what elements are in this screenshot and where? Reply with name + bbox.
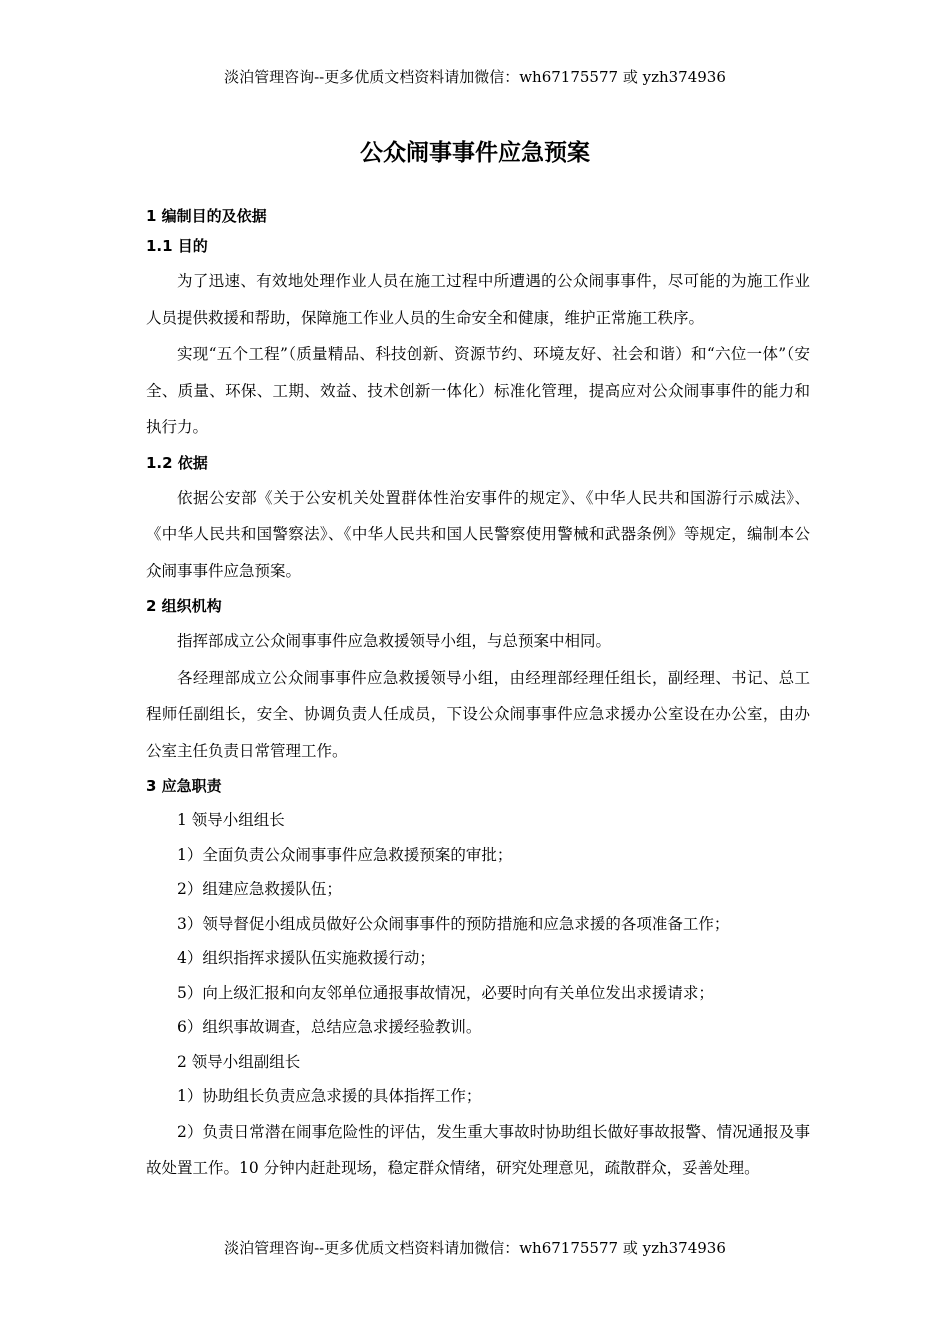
section-heading-1: 1 编制目的及依据 (146, 207, 267, 225)
leader-duty-item: 1）全面负责公众闹事事件应急救援预案的审批； (177, 845, 513, 864)
document-body (146, 199, 810, 1187)
paragraph-purpose-2: 实现“五个工程”（质量精品、科技创新、资源节约、环境友好、社会和谐）和“六位一体”（安全、质量、环保、工期、效益、技术创新一体化）标准化管理，提高应对公众闹事事件的能力和执行力。 (146, 345, 810, 436)
deputy-duty-item-long: 2）负责日常潜在闹事危险性的评估，发生重大事故时协助组长做好事故报警、情况通报及事故处置工作。10 分钟内赶赴现场，稳定群众情绪，研究处理意见，疏散群众，妥善处理。 (146, 1122, 810, 1177)
page-header: 淡泊管理咨询--更多优质文档资料请加微信：wh67175577 或 yzh374936 (224, 68, 726, 86)
page-footer: 淡泊管理咨询--更多优质文档资料请加微信：wh67175577 或 yzh374936 (224, 1239, 726, 1257)
leader-duty-item: 6）组织事故调查，总结应急求援经验教训。 (177, 1018, 482, 1036)
deputy-label: 2 领导小组副组长 (177, 1052, 301, 1071)
leader-duty-item: 3）领导督促小组成员做好公众闹事事件的预防措施和应急求援的各项准备工作； (177, 914, 730, 933)
leader-duty-item: 5）向上级汇报和向友邻单位通报事故情况，必要时向有关单位发出求援请求； (177, 983, 714, 1002)
section-heading-2: 2 组织机构 (146, 597, 222, 615)
document-title: 公众闹事事件应急预案 (360, 140, 590, 166)
section-heading-3: 3 应急职责 (146, 777, 222, 795)
paragraph-organization-2: 各经理部成立公众闹事事件应急救援领导小组，由经理部经理任组长，副经理、书记、总工程师任副组长，安全、协调负责人任成员，下设公众闹事事件应急求援办公室设在办公室，由办公室主任负责日常管理工作。 (146, 668, 810, 760)
paragraph-organization-1: 指挥部成立公众闹事事件应急救援领导小组，与总预案中相同。 (177, 632, 612, 650)
paragraph-purpose-1: 为了迅速、有效地处理作业人员在施工过程中所遭遇的公众闹事事件，尽可能的为施工作业人员提供救援和帮助，保障施工作业人员的生命安全和健康，维护正常施工秩序。 (146, 272, 810, 327)
leader-duty-item: 4）组织指挥求援队伍实施救援行动； (177, 949, 435, 967)
leader-duty-item: 2）组建应急救援队伍； (177, 880, 342, 898)
paragraph-basis: 依据公安部《关于公安机关处置群体性治安事件的规定》、《中华人民共和国游行示威法》、《中华人民共和国警察法》、《中华人民共和国人民警察使用警械和武器条例》等规定，编制本公众闹事事件应急预案。 (146, 488, 810, 580)
section-heading-1-2: 1.2 依据 (146, 453, 208, 472)
leader-label: 1 领导小组组长 (177, 811, 285, 829)
section-heading-1-1: 1.1 目的 (146, 237, 208, 255)
deputy-duty-item: 1）协助组长负责应急求援的具体指挥工作； (177, 1087, 482, 1105)
